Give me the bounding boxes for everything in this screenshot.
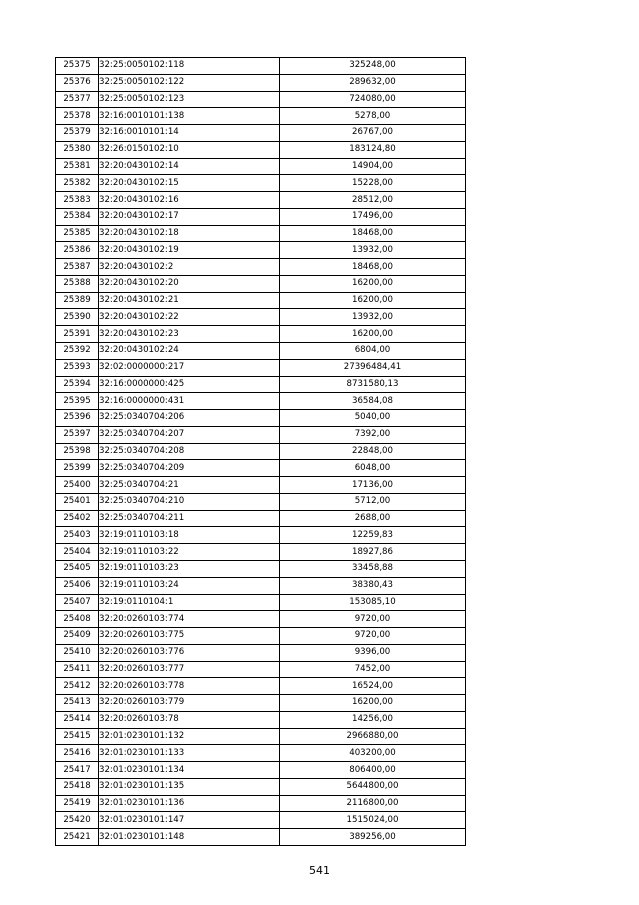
row-number-cell: 25393 xyxy=(56,359,99,376)
table-row xyxy=(56,611,466,628)
cadastral-value-cell: 7452,00 xyxy=(280,661,466,678)
table-row xyxy=(56,410,466,427)
row-number-cell: 25390 xyxy=(56,309,99,326)
row-number-cell: 25384 xyxy=(56,208,99,225)
row-number-cell: 25419 xyxy=(56,795,99,812)
cadastral-value-cell: 17136,00 xyxy=(280,477,466,494)
row-number-cell: 25380 xyxy=(56,141,99,158)
cadastral-number-cell: 32:16:0000000:425 xyxy=(99,376,280,393)
row-number-cell: 25420 xyxy=(56,812,99,829)
table-row xyxy=(56,544,466,561)
cadastral-value-cell: 28512,00 xyxy=(280,192,466,209)
cadastral-value-cell: 16200,00 xyxy=(280,695,466,712)
cadastral-value-cell: 9720,00 xyxy=(280,628,466,645)
cadastral-number-cell: 32:20:0260103:778 xyxy=(99,678,280,695)
cadastral-number-cell: 32:25:0050102:122 xyxy=(99,74,280,91)
table-row xyxy=(56,527,466,544)
cadastral-value-cell: 18468,00 xyxy=(280,259,466,276)
cadastral-value-cell: 2688,00 xyxy=(280,510,466,527)
table-row xyxy=(56,326,466,343)
cadastral-number-cell: 32:19:0110103:23 xyxy=(99,560,280,577)
row-number-cell: 25412 xyxy=(56,678,99,695)
table-row xyxy=(56,125,466,142)
row-number-cell: 25389 xyxy=(56,292,99,309)
table-row xyxy=(56,225,466,242)
cadastral-value-cell: 5040,00 xyxy=(280,410,466,427)
cadastral-number-cell: 32:20:0430102:2 xyxy=(99,259,280,276)
cadastral-number-cell: 32:20:0430102:21 xyxy=(99,292,280,309)
row-number-cell: 25408 xyxy=(56,611,99,628)
table-row xyxy=(56,628,466,645)
cadastral-value-cell: 289632,00 xyxy=(280,74,466,91)
cadastral-value-cell: 8731580,13 xyxy=(280,376,466,393)
cadastral-number-cell: 32:20:0430102:19 xyxy=(99,242,280,259)
cadastral-number-cell: 32:16:0010101:14 xyxy=(99,125,280,142)
cadastral-number-cell: 32:01:0230101:133 xyxy=(99,745,280,762)
cadastral-number-cell: 32:20:0430102:17 xyxy=(99,208,280,225)
cadastral-number-cell: 32:01:0230101:136 xyxy=(99,795,280,812)
cadastral-number-cell: 32:20:0260103:777 xyxy=(99,661,280,678)
row-number-cell: 25383 xyxy=(56,192,99,209)
table-row xyxy=(56,577,466,594)
cadastral-value-cell: 7392,00 xyxy=(280,426,466,443)
cadastral-number-cell: 32:20:0260103:774 xyxy=(99,611,280,628)
cadastral-value-cell: 9720,00 xyxy=(280,611,466,628)
row-number-cell: 25386 xyxy=(56,242,99,259)
cadastral-number-cell: 32:19:0110103:18 xyxy=(99,527,280,544)
cadastral-value-cell: 18927,86 xyxy=(280,544,466,561)
cadastral-value-table xyxy=(55,57,466,846)
cadastral-number-cell: 32:20:0430102:20 xyxy=(99,275,280,292)
cadastral-value-cell: 16200,00 xyxy=(280,275,466,292)
cadastral-number-cell: 32:25:0340704:209 xyxy=(99,460,280,477)
table-row xyxy=(56,175,466,192)
cadastral-value-cell: 153085,10 xyxy=(280,594,466,611)
cadastral-number-cell: 32:25:0340704:206 xyxy=(99,410,280,427)
cadastral-number-cell: 32:20:0430102:23 xyxy=(99,326,280,343)
cadastral-number-cell: 32:25:0050102:118 xyxy=(99,58,280,75)
cadastral-value-cell: 14256,00 xyxy=(280,711,466,728)
cadastral-value-cell: 183124,80 xyxy=(280,141,466,158)
row-number-cell: 25414 xyxy=(56,711,99,728)
row-number-cell: 25396 xyxy=(56,410,99,427)
row-number-cell: 25392 xyxy=(56,343,99,360)
cadastral-value-cell: 806400,00 xyxy=(280,762,466,779)
row-number-cell: 25387 xyxy=(56,259,99,276)
cadastral-value-cell: 5278,00 xyxy=(280,108,466,125)
row-number-cell: 25399 xyxy=(56,460,99,477)
cadastral-number-cell: 32:20:0430102:14 xyxy=(99,158,280,175)
cadastral-number-cell: 32:20:0430102:16 xyxy=(99,192,280,209)
cadastral-number-cell: 32:25:0340704:21 xyxy=(99,477,280,494)
row-number-cell: 25416 xyxy=(56,745,99,762)
row-number-cell: 25405 xyxy=(56,560,99,577)
table-row xyxy=(56,309,466,326)
table-row xyxy=(56,343,466,360)
cadastral-value-cell: 26767,00 xyxy=(280,125,466,142)
table-row xyxy=(56,812,466,829)
cadastral-number-cell: 32:25:0340704:210 xyxy=(99,493,280,510)
cadastral-value-cell: 6804,00 xyxy=(280,343,466,360)
table-row xyxy=(56,91,466,108)
row-number-cell: 25391 xyxy=(56,326,99,343)
table-row xyxy=(56,292,466,309)
cadastral-value-cell: 16200,00 xyxy=(280,292,466,309)
cadastral-value-cell: 1515024,00 xyxy=(280,812,466,829)
cadastral-value-cell: 15228,00 xyxy=(280,175,466,192)
cadastral-value-cell: 6048,00 xyxy=(280,460,466,477)
cadastral-value-cell: 13932,00 xyxy=(280,309,466,326)
row-number-cell: 25377 xyxy=(56,91,99,108)
table-row xyxy=(56,695,466,712)
row-number-cell: 25397 xyxy=(56,426,99,443)
cadastral-value-cell: 2966880,00 xyxy=(280,728,466,745)
row-number-cell: 25407 xyxy=(56,594,99,611)
row-number-cell: 25394 xyxy=(56,376,99,393)
row-number-cell: 25382 xyxy=(56,175,99,192)
cadastral-number-cell: 32:01:0230101:132 xyxy=(99,728,280,745)
cadastral-number-cell: 32:16:0010101:138 xyxy=(99,108,280,125)
row-number-cell: 25402 xyxy=(56,510,99,527)
cadastral-number-cell: 32:25:0050102:123 xyxy=(99,91,280,108)
cadastral-value-cell: 5712,00 xyxy=(280,493,466,510)
cadastral-number-cell: 32:25:0340704:207 xyxy=(99,426,280,443)
table-row xyxy=(56,745,466,762)
cadastral-number-cell: 32:19:0110104:1 xyxy=(99,594,280,611)
cadastral-number-cell: 32:01:0230101:148 xyxy=(99,829,280,846)
table-row xyxy=(56,393,466,410)
row-number-cell: 25409 xyxy=(56,628,99,645)
row-number-cell: 25398 xyxy=(56,443,99,460)
cadastral-value-cell: 22848,00 xyxy=(280,443,466,460)
cadastral-value-cell: 13932,00 xyxy=(280,242,466,259)
cadastral-number-cell: 32:20:0430102:18 xyxy=(99,225,280,242)
row-number-cell: 25400 xyxy=(56,477,99,494)
table-row xyxy=(56,108,466,125)
table-row xyxy=(56,275,466,292)
cadastral-value-cell: 14904,00 xyxy=(280,158,466,175)
cadastral-value-cell: 403200,00 xyxy=(280,745,466,762)
table-row xyxy=(56,644,466,661)
row-number-cell: 25376 xyxy=(56,74,99,91)
table-row xyxy=(56,359,466,376)
table-row xyxy=(56,58,466,75)
row-number-cell: 25379 xyxy=(56,125,99,142)
row-number-cell: 25381 xyxy=(56,158,99,175)
cadastral-number-cell: 32:19:0110103:22 xyxy=(99,544,280,561)
cadastral-number-cell: 32:19:0110103:24 xyxy=(99,577,280,594)
row-number-cell: 25410 xyxy=(56,644,99,661)
table-row xyxy=(56,242,466,259)
cadastral-number-cell: 32:01:0230101:135 xyxy=(99,778,280,795)
cadastral-number-cell: 32:26:0150102:10 xyxy=(99,141,280,158)
cadastral-number-cell: 32:16:0000000:431 xyxy=(99,393,280,410)
table-row xyxy=(56,376,466,393)
cadastral-value-cell: 16524,00 xyxy=(280,678,466,695)
table-row xyxy=(56,678,466,695)
table-row xyxy=(56,594,466,611)
row-number-cell: 25395 xyxy=(56,393,99,410)
cadastral-value-cell: 5644800,00 xyxy=(280,778,466,795)
cadastral-value-cell: 36584,08 xyxy=(280,393,466,410)
cadastral-number-cell: 32:20:0430102:15 xyxy=(99,175,280,192)
table-row xyxy=(56,141,466,158)
cadastral-value-cell: 33458,88 xyxy=(280,560,466,577)
table-row xyxy=(56,661,466,678)
row-number-cell: 25406 xyxy=(56,577,99,594)
table-row xyxy=(56,829,466,846)
cadastral-number-cell: 32:20:0430102:22 xyxy=(99,309,280,326)
row-number-cell: 25403 xyxy=(56,527,99,544)
table-row xyxy=(56,208,466,225)
cadastral-number-cell: 32:02:0000000:217 xyxy=(99,359,280,376)
cadastral-number-cell: 32:25:0340704:208 xyxy=(99,443,280,460)
row-number-cell: 25418 xyxy=(56,778,99,795)
cadastral-number-cell: 32:20:0430102:24 xyxy=(99,343,280,360)
cadastral-value-cell: 12259,83 xyxy=(280,527,466,544)
row-number-cell: 25421 xyxy=(56,829,99,846)
row-number-cell: 25413 xyxy=(56,695,99,712)
cadastral-value-cell: 18468,00 xyxy=(280,225,466,242)
table-row xyxy=(56,493,466,510)
row-number-cell: 25401 xyxy=(56,493,99,510)
table-row xyxy=(56,443,466,460)
cadastral-value-cell: 9396,00 xyxy=(280,644,466,661)
page-number: 541 xyxy=(309,864,330,877)
cadastral-number-cell: 32:01:0230101:147 xyxy=(99,812,280,829)
table-row xyxy=(56,259,466,276)
cadastral-value-cell: 16200,00 xyxy=(280,326,466,343)
cadastral-value-cell: 27396484,41 xyxy=(280,359,466,376)
row-number-cell: 25411 xyxy=(56,661,99,678)
cadastral-value-cell: 389256,00 xyxy=(280,829,466,846)
table-row xyxy=(56,477,466,494)
table-row xyxy=(56,560,466,577)
cadastral-value-cell: 38380,43 xyxy=(280,577,466,594)
table-row xyxy=(56,711,466,728)
cadastral-number-cell: 32:25:0340704:211 xyxy=(99,510,280,527)
row-number-cell: 25404 xyxy=(56,544,99,561)
table-row xyxy=(56,762,466,779)
cadastral-number-cell: 32:20:0260103:779 xyxy=(99,695,280,712)
table-row xyxy=(56,795,466,812)
cadastral-number-cell: 32:01:0230101:134 xyxy=(99,762,280,779)
table-row xyxy=(56,510,466,527)
cadastral-number-cell: 32:20:0260103:78 xyxy=(99,711,280,728)
table-row xyxy=(56,426,466,443)
table-row xyxy=(56,74,466,91)
table-row xyxy=(56,192,466,209)
cadastral-value-cell: 724080,00 xyxy=(280,91,466,108)
row-number-cell: 25388 xyxy=(56,275,99,292)
row-number-cell: 25415 xyxy=(56,728,99,745)
table-row xyxy=(56,460,466,477)
table-row xyxy=(56,778,466,795)
row-number-cell: 25417 xyxy=(56,762,99,779)
row-number-cell: 25375 xyxy=(56,58,99,75)
cadastral-value-cell: 17496,00 xyxy=(280,208,466,225)
table-row xyxy=(56,158,466,175)
cadastral-value-cell: 2116800,00 xyxy=(280,795,466,812)
row-number-cell: 25385 xyxy=(56,225,99,242)
cadastral-value-cell: 325248,00 xyxy=(280,58,466,75)
cadastral-number-cell: 32:20:0260103:776 xyxy=(99,644,280,661)
cadastral-number-cell: 32:20:0260103:775 xyxy=(99,628,280,645)
row-number-cell: 25378 xyxy=(56,108,99,125)
table-row xyxy=(56,728,466,745)
table-body xyxy=(56,58,466,846)
